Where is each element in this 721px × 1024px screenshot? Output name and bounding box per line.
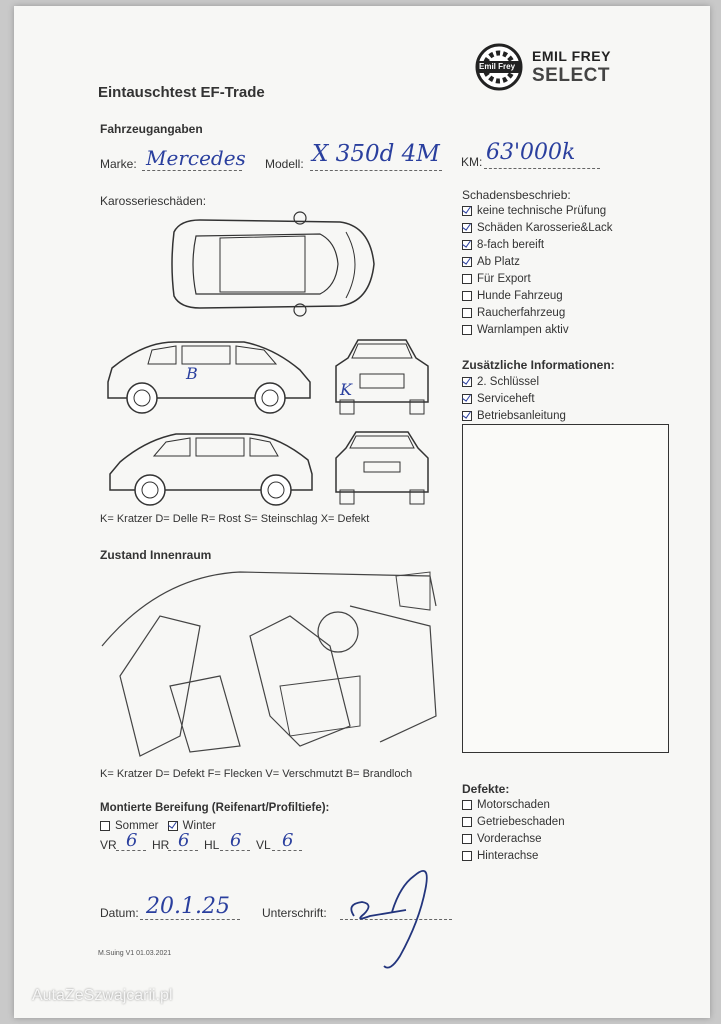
- damage-option-label: Ab Platz: [477, 256, 520, 268]
- defect-label: Motorschaden: [477, 799, 550, 811]
- winter-tyre-label: Winter: [182, 820, 216, 832]
- damage-option-checkbox[interactable]: [462, 223, 472, 233]
- damage-option-checkbox[interactable]: [462, 308, 472, 318]
- additional-info-checkbox[interactable]: [462, 394, 472, 404]
- defect-label: Getriebeschaden: [477, 816, 565, 828]
- additional-info-item: [462, 410, 566, 422]
- defect-item: [462, 833, 542, 845]
- model-value[interactable]: X 350d 4M: [312, 141, 440, 167]
- brand-name-line2: SELECT: [532, 65, 610, 86]
- date-value[interactable]: 20.1.25: [146, 894, 230, 919]
- damage-option-label: Schäden Karosserie&Lack: [477, 222, 613, 234]
- car-right-side-drawing: [104, 430, 316, 510]
- damage-description-heading: Schadensbeschrieb:: [462, 188, 571, 202]
- damage-option-checkbox[interactable]: [462, 206, 472, 216]
- damage-option-item: [462, 239, 544, 251]
- logo-badge-text: Emil Frey: [479, 62, 516, 71]
- additional-info-checkbox[interactable]: [462, 411, 472, 421]
- summer-tyre-label: Sommer: [115, 820, 159, 832]
- defect-checkbox[interactable]: [462, 800, 472, 810]
- damage-option-label: 8-fach bereift: [477, 239, 545, 251]
- damage-option-label: Raucherfahrzeug: [477, 307, 566, 319]
- form-title: Eintauschtest EF-Trade: [98, 84, 265, 101]
- body-mark-b: B: [186, 364, 198, 383]
- defect-item: [462, 816, 565, 828]
- tyre-depth-label-hl: HL: [204, 838, 220, 852]
- defect-label: Vorderachse: [477, 833, 542, 845]
- additional-info-label: Betriebsanleitung: [477, 410, 566, 422]
- defect-item: [462, 799, 550, 811]
- damage-option-item: [462, 205, 606, 217]
- damage-option-item: [462, 307, 565, 319]
- additional-info-checkbox[interactable]: [462, 377, 472, 387]
- additional-info-item: [462, 393, 535, 405]
- damage-option-item: [462, 273, 531, 285]
- damage-option-checkbox[interactable]: [462, 240, 472, 250]
- body-damage-heading: Karosserieschäden:: [100, 194, 207, 208]
- tyre-depth-value-hr[interactable]: 6: [178, 830, 190, 851]
- notes-box[interactable]: [462, 424, 669, 753]
- form-version-footer: M.Suing V1 01.03.2021: [98, 950, 172, 957]
- km-value[interactable]: 63'000k: [486, 140, 576, 165]
- damage-option-checkbox[interactable]: [462, 257, 472, 267]
- summer-tyre-checkbox[interactable]: [100, 821, 110, 831]
- defects-heading: Defekte:: [462, 782, 510, 796]
- damage-option-item: [462, 256, 520, 268]
- damage-option-label: Warnlampen aktiv: [477, 324, 569, 336]
- interior-legend: K= Kratzer D= Defekt F= Flecken V= Verschmutzt B= Brandloch: [100, 768, 413, 780]
- handwritten-signature[interactable]: [340, 856, 450, 976]
- additional-info-label: Serviceheft: [477, 393, 535, 405]
- tyre-depth-label-hr: HR: [152, 838, 170, 852]
- damage-option-label: keine technische Prüfung: [477, 205, 607, 217]
- signature-label: Unterschrift:: [262, 906, 327, 920]
- car-rear-drawing: [330, 428, 434, 508]
- tyre-depth-value-vl[interactable]: 6: [282, 830, 294, 851]
- tyre-depth-value-hl[interactable]: 6: [230, 830, 242, 851]
- car-top-view-drawing: [160, 212, 380, 316]
- body-mark-k: K: [340, 380, 352, 399]
- additional-info-label: 2. Schlüssel: [477, 376, 540, 388]
- damage-option-checkbox[interactable]: [462, 325, 472, 335]
- interior-heading: Zustand Innenraum: [100, 548, 212, 562]
- model-label: Modell:: [265, 157, 304, 171]
- damage-option-label: Für Export: [477, 273, 531, 285]
- damage-option-label: Hunde Fahrzeug: [477, 290, 563, 302]
- date-label: Datum:: [100, 906, 139, 920]
- additional-info-item: [462, 376, 539, 388]
- vehicle-section-heading: Fahrzeugangaben: [100, 122, 203, 136]
- defect-item: [462, 850, 538, 862]
- car-interior-drawing: [100, 566, 440, 762]
- tyres-heading: Montierte Bereifung (Reifenart/Profiltiefe):: [100, 802, 330, 814]
- make-value[interactable]: Mercedes: [146, 146, 246, 170]
- defect-label: Hinterachse: [477, 850, 539, 862]
- damage-option-item: [462, 222, 613, 234]
- make-label: Marke:: [100, 157, 137, 171]
- damage-option-item: [462, 290, 563, 302]
- damage-option-checkbox[interactable]: [462, 274, 472, 284]
- car-left-side-drawing: [104, 338, 316, 418]
- damage-option-checkbox[interactable]: [462, 291, 472, 301]
- body-damage-legend: K= Kratzer D= Delle R= Rost S= Steinschlag X= Defekt: [100, 513, 370, 525]
- defect-checkbox[interactable]: [462, 834, 472, 844]
- defect-checkbox[interactable]: [462, 817, 472, 827]
- tyre-depth-label-vr: VR: [100, 838, 117, 852]
- car-front-drawing: [330, 336, 434, 416]
- km-label: KM:: [461, 155, 483, 169]
- damage-option-item: [462, 324, 569, 336]
- brand-name-line1: EMIL FREY: [532, 48, 611, 64]
- defect-checkbox[interactable]: [462, 851, 472, 861]
- tyre-depth-label-vl: VL: [256, 838, 271, 852]
- tyre-depth-value-vr[interactable]: 6: [126, 830, 138, 851]
- watermark: AutaZeSzwajcarii.pl: [32, 987, 173, 1004]
- winter-tyre-checkbox[interactable]: [168, 821, 178, 831]
- additional-info-heading: Zusätzliche Informationen:: [462, 358, 615, 372]
